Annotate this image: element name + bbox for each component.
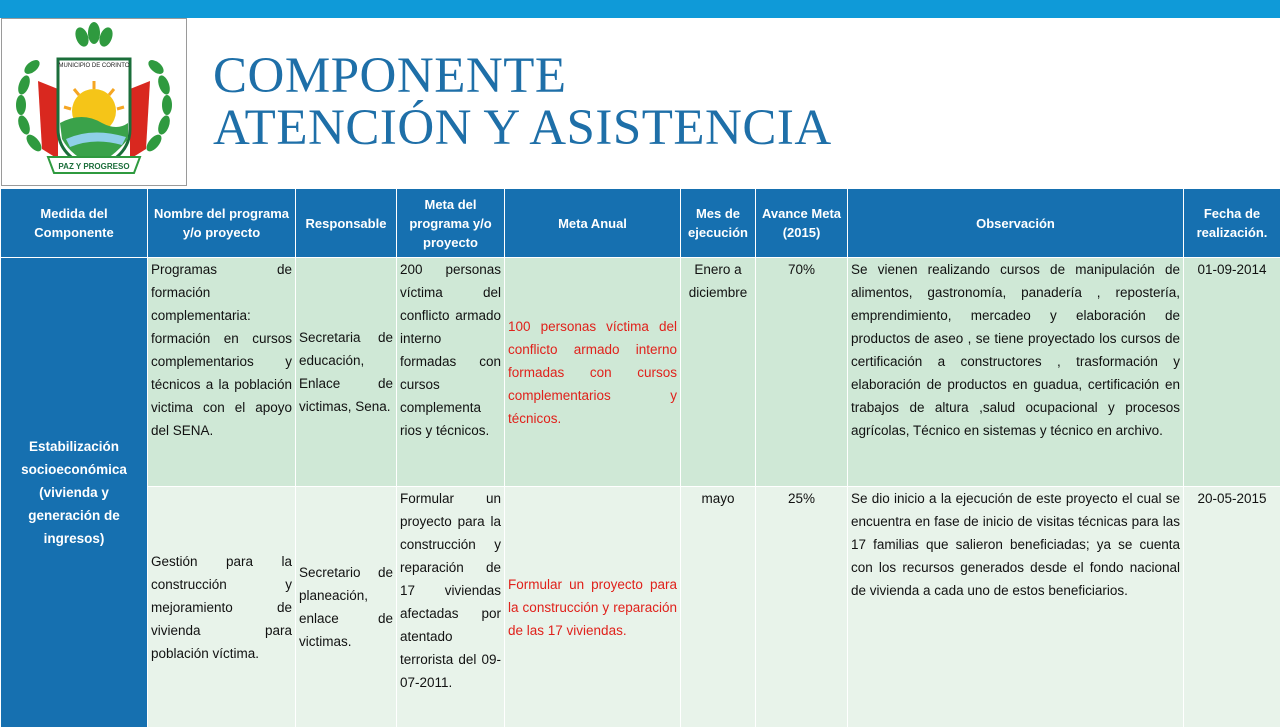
logo-ribbon-text: PAZ Y PROGRESO	[58, 162, 129, 171]
meta-anual-cell: 100 personas víctima del conflicto armado interno formadas con cursos complementarios y técnicos.	[505, 258, 681, 487]
page-title-line2: ATENCIÓN Y ASISTENCIA	[213, 102, 832, 154]
meta-programa-cell: 200 personas víctima del conflicto armado interno formadas con cursos complementa rios y técnicos.	[397, 258, 505, 487]
header-medida: Medida del Componente	[1, 189, 148, 258]
programa-cell: Gestión para la construcción y mejoramiento de vivienda para población víctima.	[148, 487, 296, 728]
municipality-logo	[1, 18, 187, 186]
table-row	[1, 258, 1280, 487]
table-row	[1, 487, 1280, 728]
header-avance: Avance Meta (2015)	[756, 189, 848, 258]
top-accent-bar	[0, 0, 1280, 18]
mes-cell: Enero a diciembre	[681, 258, 756, 487]
meta-programa-cell: Formular un proyecto para la construcción y reparación de 17 viviendas afectadas por atentado terrorista del 09-07-2011.	[397, 487, 505, 728]
page-title	[213, 50, 832, 154]
header-fecha: Fecha de realización.	[1184, 189, 1280, 258]
avance-cell: 25%	[756, 487, 848, 728]
avance-cell: 70%	[756, 258, 848, 487]
table-header-row	[1, 189, 1280, 258]
medida-cell: Estabilización socioeconómica (vivienda y generación de ingresos)	[1, 258, 148, 728]
page-title-line1: COMPONENTE	[213, 50, 832, 102]
meta-anual-cell: Formular un proyecto para la construcción y reparación de las 17 viviendas.	[505, 487, 681, 728]
header-meta-anual: Meta Anual	[505, 189, 681, 258]
fecha-cell: 20-05-2015	[1184, 487, 1280, 728]
header-responsable: Responsable	[296, 189, 397, 258]
observacion-cell: Se vienen realizando cursos de manipulación de alimentos, gastronomía, panadería , repostería, emprendimiento, mercadeo y elaboración de productos de aseo , se tiene proyectado los cursos de certificación a constructores , trasformación y elaboración de productos en guadua, certificación en trabajos de altura ,salud ocupacional y procesos agrícolas, Técnico en sistemas y técnico en archivo.	[848, 258, 1184, 487]
header-observacion: Observación	[848, 189, 1184, 258]
fecha-cell: 01-09-2014	[1184, 258, 1280, 487]
coat-of-arms-icon	[2, 19, 186, 185]
header-programa: Nombre del programa y/o proyecto	[148, 189, 296, 258]
logo-top-text: MUNICIPIO DE CORINTO	[59, 63, 130, 69]
observacion-cell: Se dio inicio a la ejecución de este proyecto el cual se encuentra en fase de inicio de visitas técnicas para las 17 familias que salieron beneficiadas; ya se cuenta con los recursos generados desde el fondo nacional de vivienda a cada uno de estos beneficiarios.	[848, 487, 1184, 728]
mes-cell: mayo	[681, 487, 756, 728]
header-meta-programa: Meta del programa y/o proyecto	[397, 189, 505, 258]
programa-cell: Programas de formación complementaria: formación en cursos complementarios y técnicos a la población victima con el apoyo del SENA.	[148, 258, 296, 487]
component-table	[0, 188, 1280, 728]
header-mes: Mes de ejecución	[681, 189, 756, 258]
responsable-cell: Secretaria de educación, Enlace de victimas, Sena.	[296, 258, 397, 487]
responsable-cell: Secretario de planeación, enlace de victimas.	[296, 487, 397, 728]
